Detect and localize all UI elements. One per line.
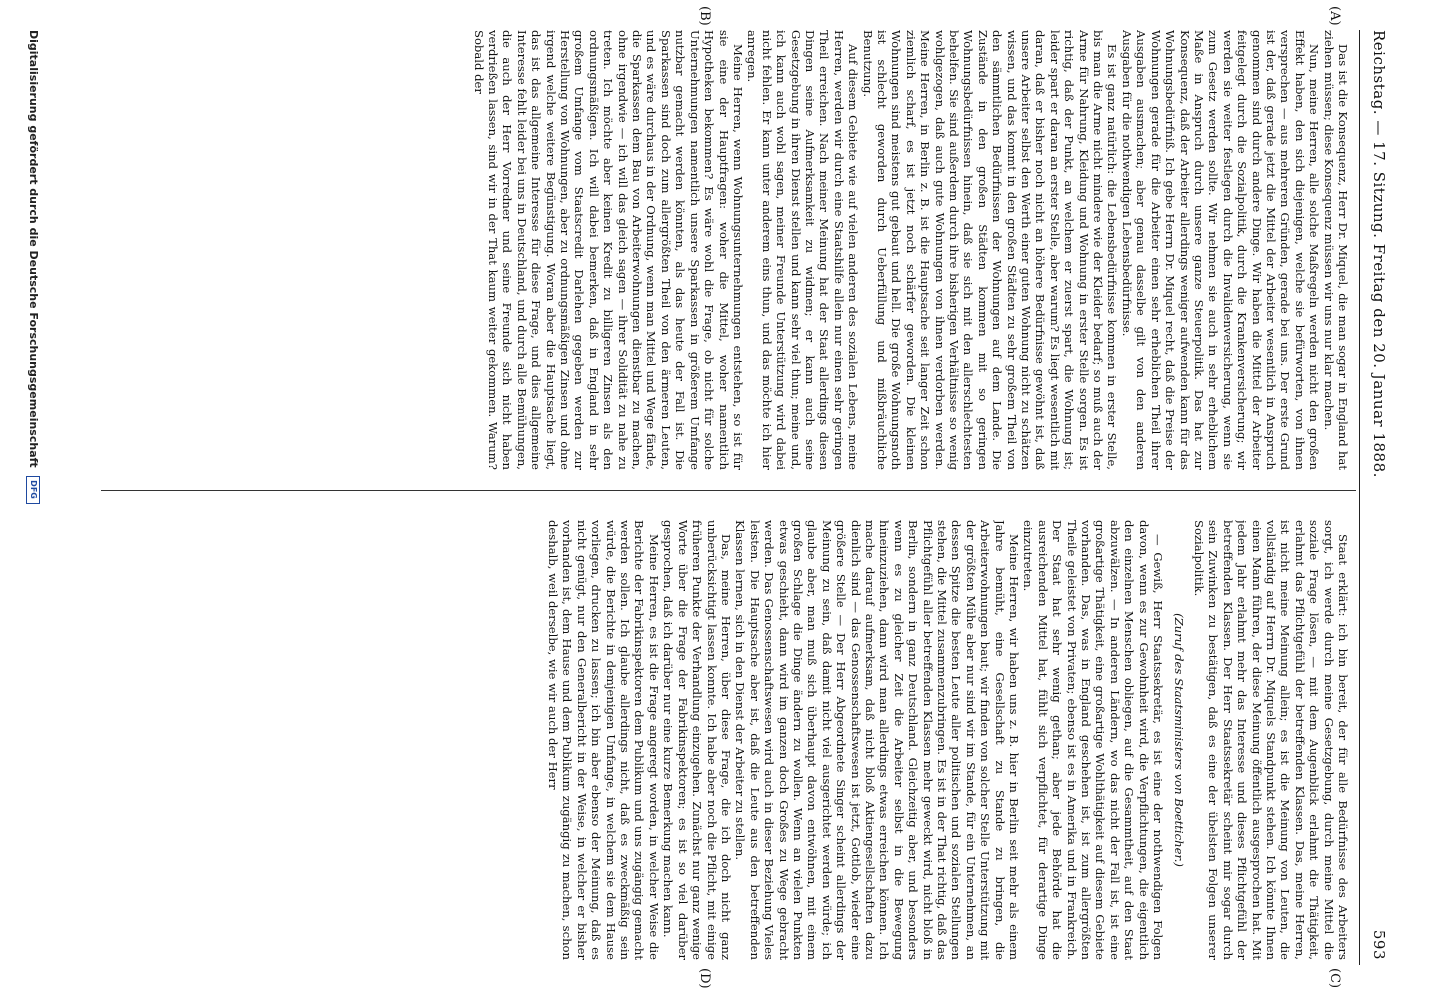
paragraph: Meine Herren, wir haben uns z. B. hier in Berlin seit mehr als einem Jahre bemüht, eine Gesellschaft zu Stande zu bringen, die Arbeiterwohnungen baut; wir finden von solcher Stelle Unterstützung mit der größten Mühe aber nur sind wir im Stande, für ein Unternehmen, an dessen Spitze die besten Leute aller politischen und sozialen Stellungen stehen, die Mittel zusammenzubringen. Es ist in der That richtig, daß das Pflichtgefühl aller betreffenden Klassen mehr geweckt wird, nicht bloß in Berlin, sondern in ganz Deutschland. Gleichzeitig aber, und besonders wenn es zu gleicher Zeit die Arbeiter selbst in die Bewegung hineinzuziehen, dann wird man allerdings etwas erreichen können. Ich mache darauf aufmerksam, daß nicht bloß Aktiengesellschaften dazu dienlich sind — das Genossenschaftswesen ist jetzt, Gottlob, wieder eine größere Stelle — Der Herr Abgeordnete Singer scheint allerdings der Meinung zu sein, daß damit nicht viel ausgerichtet werden würde; ich glaube aber, man muß sich überhaupt davon entwöhnen, mit einem großen Schlage die Dinge ändern zu wollen. Wenn an vielen Punkten etwas geschieht, dann wird im ganzen doch Großes zu Wege gebracht werden. Das Genossenschaftswesen wird auch in dieser Beziehung Vieles leisten. Die Hauptsache aber ist, daß die Leute aus den betreffenden Klassen lernen, sich in den Dienst der Arbeiter zu stellen. <box>733 520 1022 960</box>
paragraph: Das ist die Konsequenz, Herr Dr. Miquel, die man sogar in England hat ziehen müssen; diese Konsequenz müssen wir uns nur klar machen. <box>1321 30 1350 470</box>
header-rule <box>1359 30 1360 965</box>
margin-mark-d: (D) <box>697 968 712 989</box>
paragraph: Auf diesem Gebiete wie auf vielen anderen des sozialen Lebens, meine Herren, werden wir durch eine Staatshilfe allein nur einen sehr geringen Theil erreichen. Nach meiner Meinung hat der Staat allerdings diesen Dingen seine Aufmerksamkeit zu widmen; er kann auch seine Gesetzgebung in ihren Dienst stellen und kann sehr viel thun; meine und, ich kann auch wohl sagen, meiner Freunde Unterstützung wird dabei nicht fehlen. Er kann unter anderem eins thun, und das möchte ich hier anregen. <box>745 30 861 470</box>
credit-text: Digitalisierung gefördert durch die Deutsche Forschungsgemeinschaft <box>27 30 40 468</box>
paragraph: — Gewiß, Herr Staatssekretär, es ist eine der nothwendigen Folgen davon, wenn es zur Gewohnheit wird, die Verpflichtungen, die eigentlich den einzelnen Menschen obliegen, auf die Gesammtheit, auf den Staat abzuwälzen. — In anderen Ländern, wo das nicht der Fall ist, ist eine großartige Thätigkeit, eine großartige Wohlthätigkeit auf diesem Gebiete vorhanden. Das, was in England geschehen ist, ist zum allergrößten Theile geleistet von Privaten; ebenso ist es in Amerika und in Frankreich. Der Staat hat sehr wenig gethan; aber jede Behörde hat die ausreichenden Mittel hat, fühlt sich verpflichtet, für derartige Dinge einzutreten. <box>1021 520 1166 960</box>
paragraph: Nun, meine Herren, alle solche Maßregeln werden nicht den großen Effekt haben, den sich diejenigen, welche sie befürworten, von ihnen versprechen — aus mehreren Gründen, gerade bei uns. Der erste Grund ist der, daß gerade jetzt die Mittel der Arbeiter wesentlich in Anspruch genommen sind durch andere Dinge. Wir haben die Mittel der Arbeiter feitgelegt durch die Sozialpolitik, durch die Krankenversicherung; wir werden sie weiter festlegen durch die Invalidenversicherung, wenn sie zum Gesetz werden sollte. Wir nehmen sie auch in sehr erheblichem Maße in Anspruch durch unsere ganze Steuerpolitik. Das hat zur Konsequenz, daß der Arbeiter allerdings weniger aufwenden kann für das Wohnungsbedürfniß. Ich gebe Herrn Dr. Miquel recht, daß die Preise der Wohnungen gerade für die Arbeiter einen sehr erheblichen Theil ihrer Ausgaben ausmachen; aber genau dasselbe gilt von den anderen Ausgaben für die nothwendigen Lebensbedürfnisse. <box>1119 30 1322 470</box>
digitization-credit <box>18 30 40 960</box>
interjection: (Zuruf des Staatsministers von Boetticher.) <box>1171 613 1186 867</box>
page-header <box>1364 30 1394 960</box>
paragraph: Meine Herren, wenn Wohnungsunternehmungen entstehen, so ist für sie eine der Hauptfragen: woher die Mittel, woher namentlich Hypotheken bekommen? Es wäre wohl die Frage, ob nicht für solche Unternehmungen namentlich unsere Sparkassen in größerem Umfange nutzbar gemacht werden könnten, als das heute der Fall ist. Die Sparkassen sind doch zum allergrößten Theil von den ärmeren Leuten, und es wäre durchaus in der Ordnung, wenn man Mittel und Wege fände, die Sparkassen dem Bau von Arbeiterwohnungen dienstbar zu machen, ohne irgendwie — ich will das gleich sagen — ihrer Solidität zu nahe zu treten. Ich möchte aber keinen Kredit zu billigeren Zinsen als den ordnungsmäßigen. Ich will dabei bemerken, daß in England in sehr großem Umfange vom Staatscredit Darlehen gegeben werden zur Herstellung von Wohnungen, aber zu ordnungsmäßigen Zinsen und ohne irgend welche weitere Begünstigung. Woran aber die Hauptsache liegt, das ist das allgemeine Interesse für diese Frage, und dies allgemeine Interesse fehlt leider bei uns in Deutschland, und durch alle Bemühungen, die auch der Herr Vorredner und seine Freunde sich nicht haben verdrießen lassen, sind wir in der That kaum weiter gekommen. Warum? Sobald der <box>471 30 745 470</box>
running-head: Reichstag. — 17. Sitzung. Freitag den 20. Januar 1888. <box>1370 30 1388 478</box>
dfg-logo-icon: DFG <box>26 476 40 504</box>
paragraph: Staat erklärt: ich bin bereit, der für alle Bedürfnisse des Arbeiters sorgt, ich werde durch meine Gesetzgebung, durch meine Mittel die soziale Frage lösen, — mit dem Augenblick erlahmt die Thätigkeit, erlahmt das Pflichtgefühl der betreffenden Klassen. Das, meine Herren, ist nicht meine Meinung allein; es ist die Meinung von Leuten, die vollständig auf Herrn Dr. Miquels Standpunkt stehen. Ich könnte Ihnen einen Mann führen, der diese Meinung öffentlich ausgesprochen hat. Mit jedem Jahr erlahmt mehr das Interesse und dieses Pflichtgefühl der betreffenden Klassen. Der Herr Staatssekretär scheint mir sogar durch sein Zuwinken zu bestätigen, daß es eine der übelsten Folgen unserer Sozialpolitik. <box>1191 520 1350 960</box>
page-number: 593 <box>1370 929 1388 960</box>
column-divider <box>101 490 1356 491</box>
left-column <box>105 30 1350 470</box>
margin-mark-a: (A) <box>1327 6 1342 26</box>
right-column <box>105 520 1350 960</box>
paragraph: Meine Herren, es ist die Frage angeregt worden, in welcher Weise die Berichte der Fabrikinspektoren dem Publikum und uns zugängig gemacht werden sollen. Ich glaube allerdings nicht, daß es zweckmäßig sein würde, die Berichte in demjenigen Umfange, in welchem sie dem Hause vorliegen, drucken zu lassen; ich bin aber ebenso der Meinung, daß es nicht genügt, nur den Generalbericht in der Weise, in welcher er bisher vorhanden ist, dem Hause und dem Publikum zugängig zu machen, schon deshalb, weil derselbe, wie wir auch der Herr <box>546 520 661 960</box>
margin-mark-b: (B) <box>697 6 712 26</box>
paragraph: Es ist ganz natürlich: die Lebensbedürfnisse kommen in erster Stelle, bis man die Arme nicht mindere wie der Kleider bedarf; so muß auch der Arme für Nahrung, Kleidung und Wohnung in erster Stelle sorgen. Es ist richtig, daß der Punkt, an welchem er zuerst spart, die Wohnung ist; leider spart er daran an erster Stelle, aber warum? Es liegt wesentlich mit daran, daß er bisher noch nicht an höhere Bedürfnisse gewöhnt ist, daß unsere Arbeiter selbst den Werth einer guten Wohnung nicht zu schätzen wissen, und das kommt in den großen Städten zu sehr großem Theil von den sämmtlichen Bedürfnissen der Wohnungen auf dem Lande. Die Zustände in den großen Städten kommen mit so geringen Wohnungsbedürfnissen hinein, daß sie sich mit den allerschlechtesten behelfen. Sie sind außerdem durch ihre bisherigen Verhältnisse so wenig wohlgezogen, daß auch gute Wohnungen von ihnen verdorben werden. Meine Herren, in Berlin z. B. ist die Hauptsache seit langer Zeit schon ziemlich scharf, es ist jetzt noch schärfer geworden. Die kleinen Wohnungen sind meistens gut gebaut und hell. Die große Wohnungsnoth ist schlecht geworden durch Ueberfüllung und mißbräuchliche Benutzung. <box>860 30 1120 470</box>
margin-mark-c: (C) <box>1327 968 1342 989</box>
paragraph: Das, meine Herren, über diese Frage, die ich doch nicht ganz unberücksichtigt lassen konnte. Ich habe aber noch die Pflicht, mit einige früheren Punkte der Verhandlung einzugehen. Zunächst nur ganz wenige Worte über die Frage der Fabrikinspektoren; es ist so viel darüber gesprochen, daß ich darüber nur eine kurze Bemerkung machen kann. <box>661 520 733 960</box>
